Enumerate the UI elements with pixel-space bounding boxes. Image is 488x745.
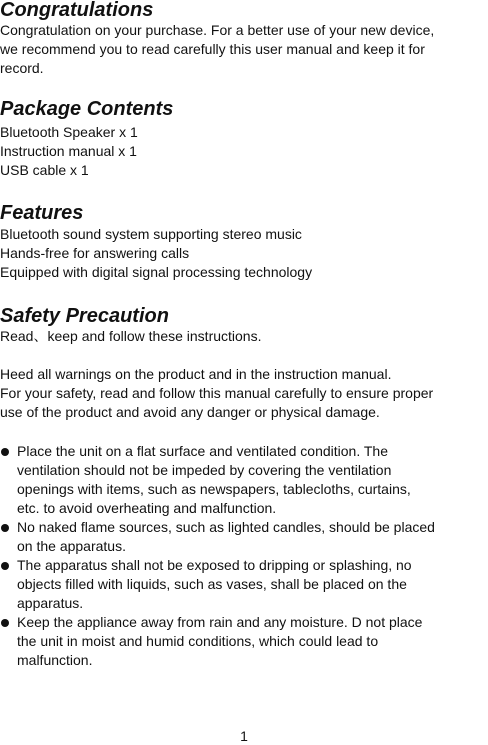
package-item-usb-cable: USB cable x 1: [0, 162, 89, 178]
bullet-4-line-3: malfunction.: [17, 652, 93, 668]
package-item-manual: Instruction manual x 1: [0, 143, 137, 159]
bullet-4-line-1: Keep the appliance away from rain and any moisture. D not place: [17, 614, 423, 630]
feature-line-2: Hands-free for answering calls: [0, 245, 190, 261]
bullet-1-line-1: Place the unit on a flat surface and ventilated condition. The: [17, 443, 388, 459]
bullet-2-line-2: on the apparatus.: [17, 538, 126, 554]
bullet-1-line-3: openings with items, such as newspapers, tablecloths, curtains,: [17, 481, 411, 497]
feature-line-1: Bluetooth sound system supporting stereo music: [0, 226, 302, 242]
bullet-3-line-1: The apparatus shall not be exposed to dripping or splashing, no: [17, 557, 412, 573]
feature-line-3: Equipped with digital signal processing technology: [0, 264, 313, 280]
bullet-dot-icon: [1, 619, 9, 627]
bullet-dot-icon: [1, 448, 9, 456]
heading-safety-precaution: Safety Precaution: [0, 305, 169, 327]
safety-para-line-1: Heed all warnings on the product and in the instruction manual.: [0, 366, 392, 382]
heading-features: Features: [0, 202, 84, 224]
package-item-speaker: Bluetooth Speaker x 1: [0, 124, 138, 140]
bullet-2-line-1: No naked flame sources, such as lighted candles, should be placed: [17, 519, 435, 535]
congratulations-line-1: Congratulation on your purchase. For a better use of your new device,: [0, 22, 435, 38]
bullet-dot-icon: [1, 524, 9, 532]
bullet-3-line-2: objects filled with liquids, such as vases, shall be placed on the: [17, 576, 407, 592]
bullet-1-line-4: etc. to avoid overheating and malfunction.: [17, 500, 277, 516]
safety-para-line-2: For your safety, read and follow this manual carefully to ensure proper: [0, 385, 434, 401]
bullet-4-line-2: the unit in moist and humid conditions, which could lead to: [17, 633, 379, 649]
bullet-1-line-2: ventilation should not be impeded by covering the ventilation: [17, 462, 392, 478]
congratulations-line-3: record.: [0, 60, 44, 76]
heading-congratulations: Congratulations: [0, 0, 154, 21]
safety-para-line-3: use of the product and avoid any danger or physical damage.: [0, 404, 380, 420]
heading-package-contents: Package Contents: [0, 98, 174, 120]
page-number: 1: [240, 728, 248, 744]
congratulations-line-2: we recommend you to read carefully this user manual and keep it for: [0, 41, 425, 57]
safety-intro: Read、keep and follow these instructions.: [0, 328, 262, 344]
bullet-dot-icon: [1, 562, 9, 570]
bullet-3-line-3: apparatus.: [17, 595, 84, 611]
